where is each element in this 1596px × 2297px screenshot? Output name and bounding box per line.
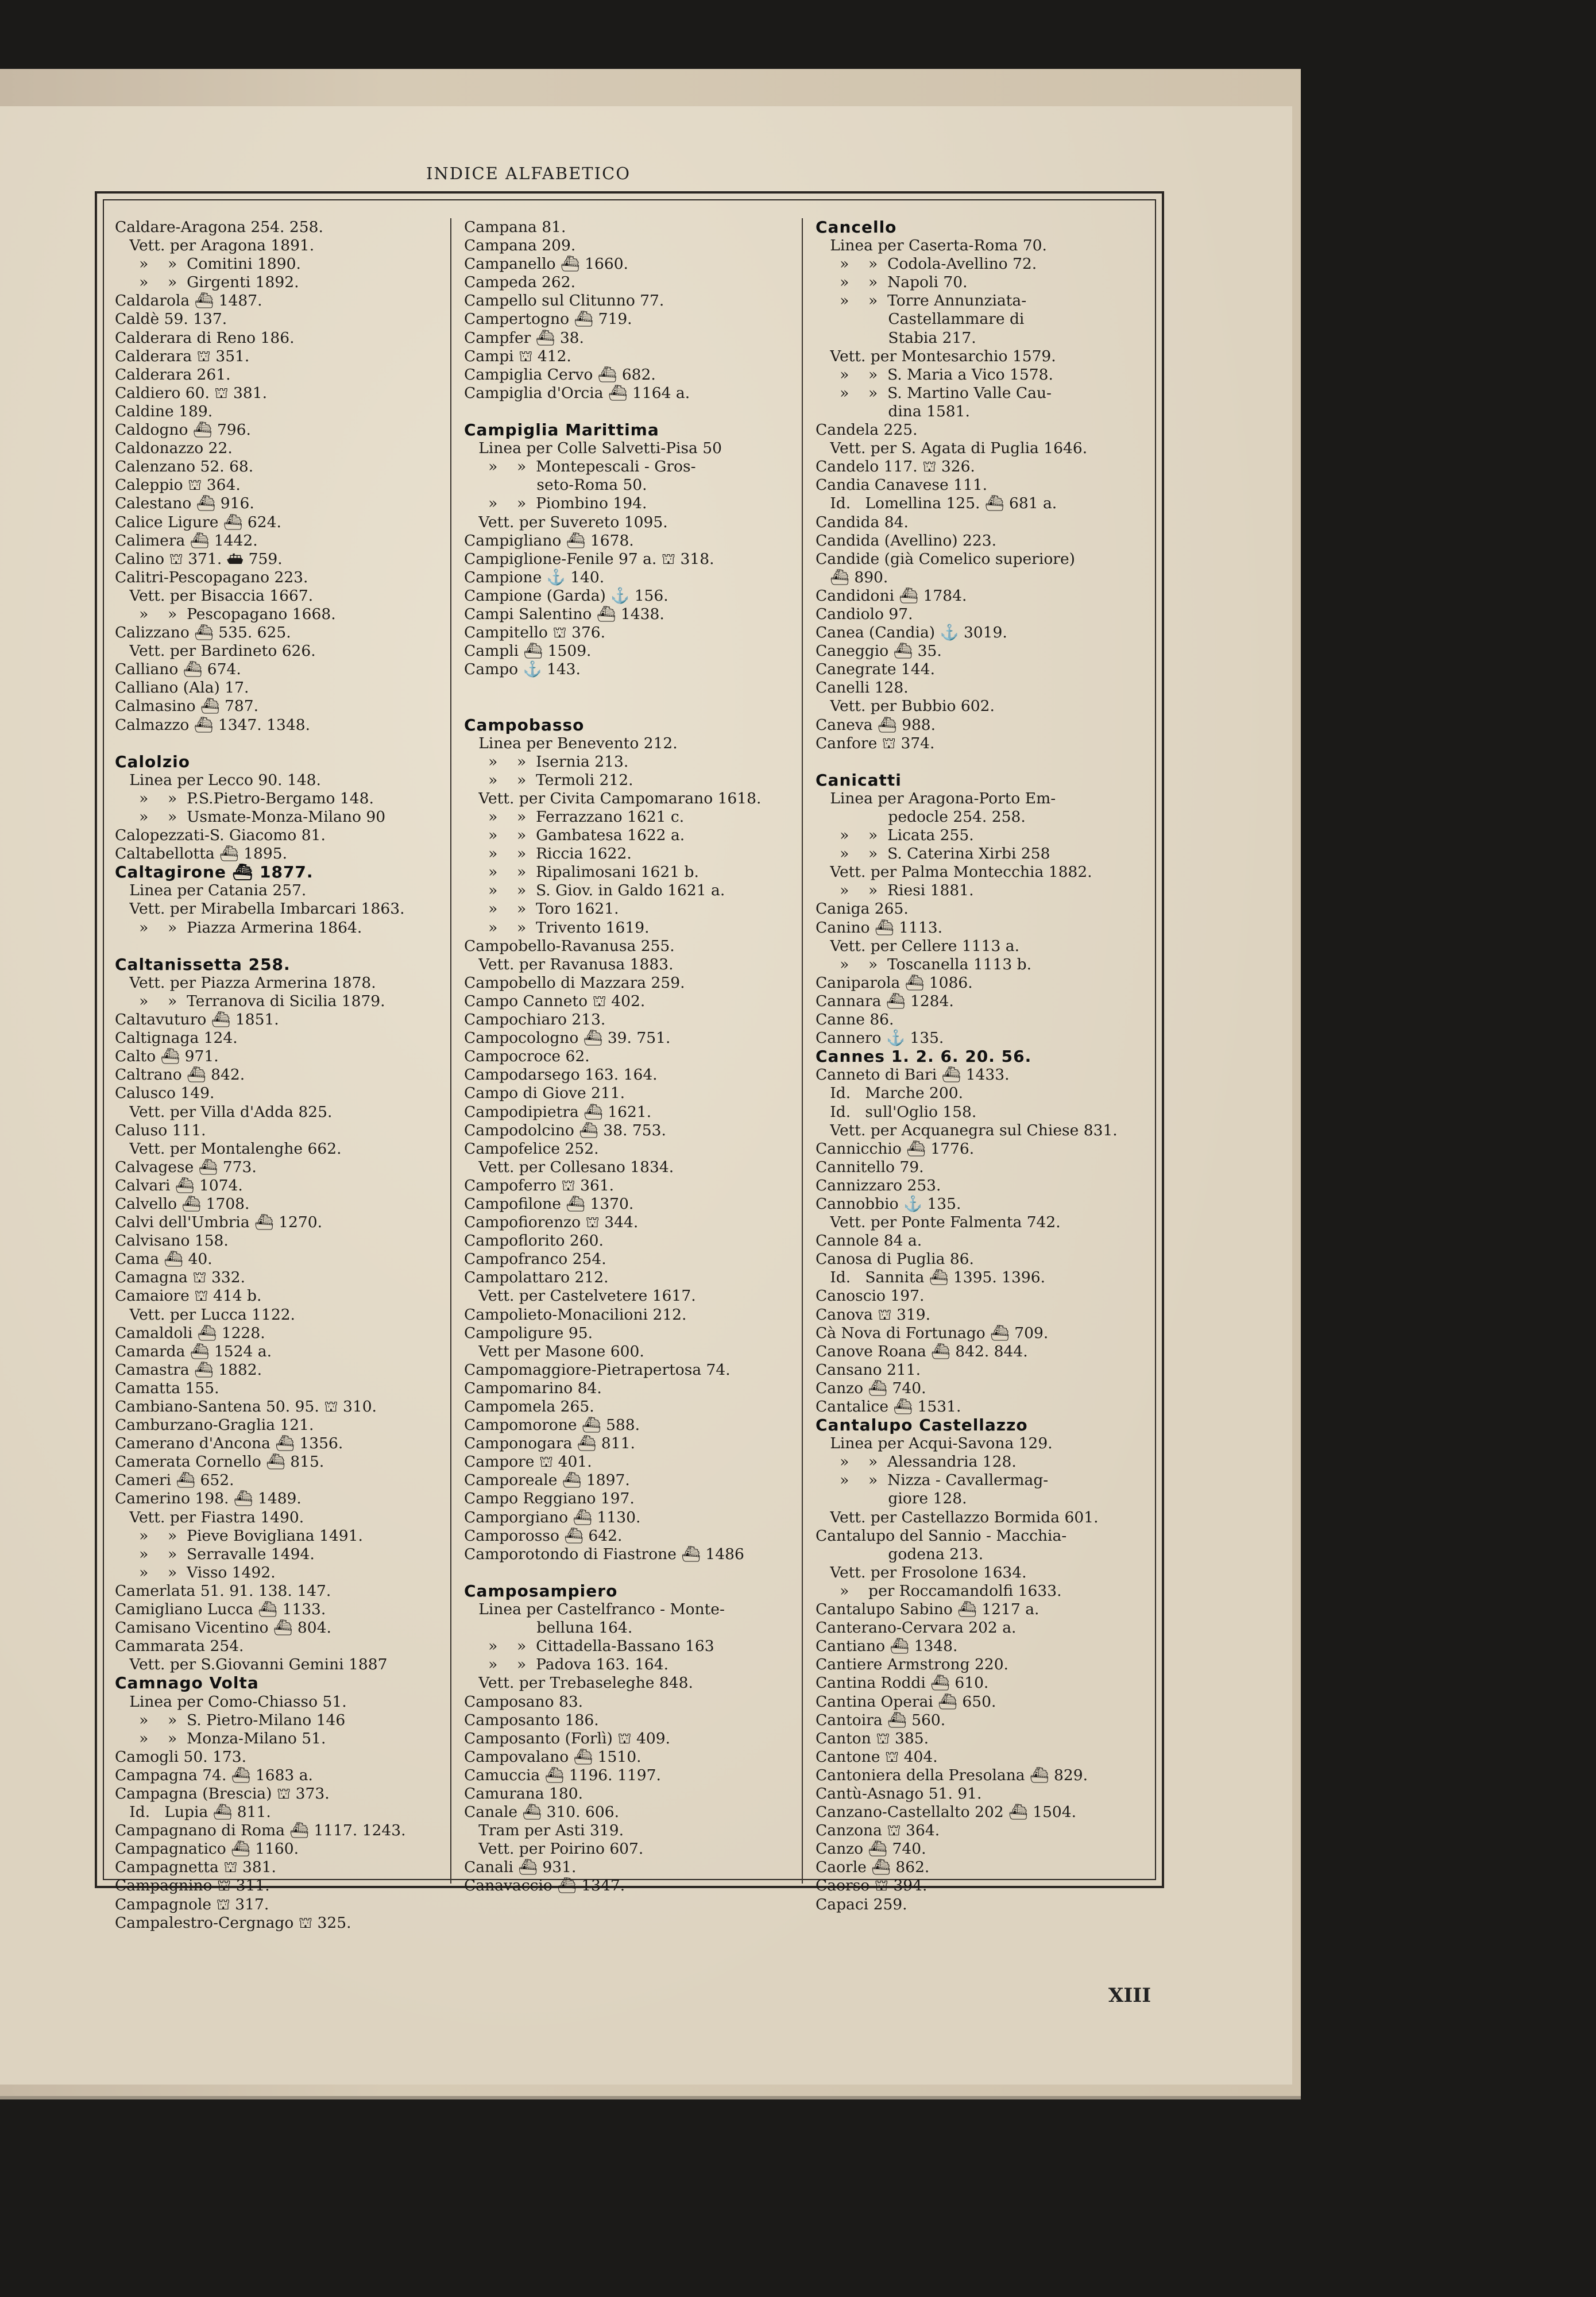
index-entry: Campo Reggiano 197. — [464, 1490, 635, 1508]
index-entry: giore 128. — [816, 1490, 967, 1508]
index-entry: Camposanto (Forlì) ⛫ 409. — [464, 1729, 671, 1747]
index-entry: » » Toscanella 1113 b. — [816, 955, 1032, 973]
index-entry: Cantiere Armstrong 220. — [816, 1656, 1008, 1674]
index-entry: Caldogno ⛴ 796. — [115, 421, 251, 439]
index-entry: Cantoira ⛴ 560. — [816, 1711, 946, 1729]
index-entry: Camaldoli ⛴ 1228. — [115, 1324, 265, 1342]
index-entry: Linea per Acqui-Savona 129. — [816, 1434, 1053, 1453]
index-entry: Linea per Benevento 212. — [464, 734, 678, 752]
index-entry: Campigliano ⛴ 1678. — [464, 531, 634, 550]
index-entry: Canavaccio ⛴ 1347. — [464, 1877, 625, 1895]
index-entry: Cannicchio ⛴ 1776. — [816, 1139, 975, 1158]
index-entry: » » Piazza Armerina 1864. — [115, 918, 362, 937]
index-entry: Cantalupo del Sannio - Macchia- — [816, 1526, 1067, 1545]
index-entry: Canfore ⛫ 374. — [816, 734, 935, 752]
index-entry: Cantù-Asnago 51. 91. — [816, 1784, 982, 1803]
index-entry: Vett. per Collesano 1834. — [464, 1158, 674, 1176]
index-entry: Campomaggiore-Pietrapertosa 74. — [464, 1360, 731, 1379]
index-entry: Calderara ⛫ 351. — [115, 347, 250, 365]
index-entry: Cantina Roddi ⛴ 610. — [816, 1674, 989, 1692]
index-entry: Campagnino ⛫ 311. — [115, 1877, 270, 1895]
index-entry: » » Alessandria 128. — [816, 1453, 1017, 1471]
index-entry: Camarda ⛴ 1524 a. — [115, 1342, 272, 1360]
index-entry: Canali ⛴ 931. — [464, 1858, 577, 1877]
index-entry: Caltabellotta ⛴ 1895. — [115, 845, 288, 863]
index-entry: seto-Roma 50. — [464, 476, 647, 494]
index-entry: Campocologno ⛴ 39. 751. — [464, 1029, 671, 1047]
index-heading: Camposampiero — [464, 1581, 618, 1600]
index-entry: Cammarata 254. — [115, 1637, 244, 1656]
index-entry: Vett per Masone 600. — [464, 1342, 644, 1360]
index-entry: Campolieto-Monacilioni 212. — [464, 1305, 687, 1324]
index-entry: Cansano 211. — [816, 1360, 921, 1379]
index-entry: Calenzano 52. 68. — [115, 458, 254, 476]
index-entry: Id. Lupia ⛴ 811. — [115, 1803, 271, 1822]
index-entry: Caltignaga 124. — [115, 1029, 238, 1047]
index-entry: » » S. Pietro-Milano 146 — [115, 1711, 346, 1729]
index-entry: Canosa di Puglia 86. — [816, 1250, 974, 1269]
index-entry: Camporotondo di Fiastrone ⛴ 1486 — [464, 1545, 744, 1563]
index-entry: Campo Canneto ⛫ 402. — [464, 992, 646, 1010]
index-entry: Castellammare di — [816, 310, 1025, 328]
index-entry: Campodolcino ⛴ 38. 753. — [464, 1121, 666, 1139]
index-entry — [115, 734, 459, 753]
index-entry: Campore ⛫ 401. — [464, 1453, 592, 1471]
index-entry: Campo ⚓ 143. — [464, 660, 581, 679]
index-entry: Campagnano di Roma ⛴ 1117. 1243. — [115, 1822, 406, 1840]
index-entry: Campagna (Brescia) ⛫ 373. — [115, 1784, 330, 1803]
index-entry: Capaci 259. — [816, 1895, 907, 1913]
index-entry: Camogli 50. 173. — [115, 1747, 247, 1766]
index-entry: Linea per Caserta-Roma 70. — [816, 237, 1047, 255]
index-entry: Camponogara ⛴ 811. — [464, 1434, 635, 1453]
index-entry: Canino ⛴ 1113. — [816, 918, 942, 937]
index-entry: Campiglia d'Orcia ⛴ 1164 a. — [464, 384, 690, 402]
index-entry: » » Pescopagano 1668. — [115, 605, 336, 623]
index-entry: Calto ⛴ 971. — [115, 1047, 219, 1066]
index-entry: Calvagese ⛴ 773. — [115, 1158, 257, 1176]
index-entry: Canzo ⛴ 740. — [816, 1379, 926, 1397]
index-entry: Campocroce 62. — [464, 1047, 590, 1066]
index-entry: » » P.S.Pietro-Bergamo 148. — [115, 789, 374, 807]
index-entry: Stabia 217. — [816, 328, 976, 347]
index-entry: » » Cittadella-Bassano 163 — [464, 1637, 714, 1656]
index-entry: Campomela 265. — [464, 1398, 594, 1416]
index-entry: Campione (Garda) ⚓ 156. — [464, 586, 668, 605]
index-entry: Camuccia ⛴ 1196. 1197. — [464, 1766, 661, 1784]
index-entry: Camerata Cornello ⛴ 815. — [115, 1453, 324, 1471]
index-entry: Campoflorito 260. — [464, 1232, 604, 1250]
index-entry: Calino ⛫ 371. ⛴ 759. — [115, 550, 283, 568]
index-entry: Calizzano ⛴ 535. 625. — [115, 624, 291, 642]
index-entry: Calliano ⛴ 674. — [115, 660, 241, 679]
index-heading: Canicatti — [816, 770, 902, 790]
index-entry: Vett. per Villa d'Adda 825. — [115, 1103, 333, 1121]
index-entry: Cà Nova di Fortunago ⛴ 709. — [816, 1324, 1049, 1342]
index-entry: Cantone ⛫ 404. — [816, 1747, 938, 1766]
index-entry: Vett. per S. Agata di Puglia 1646. — [816, 439, 1088, 458]
index-entry: Caorso ⛫ 394. — [816, 1877, 928, 1895]
index-entry: Caneva ⛴ 988. — [816, 716, 936, 734]
index-heading: Calolzio — [115, 752, 191, 771]
index-entry: Campodarsego 163. 164. — [464, 1066, 658, 1084]
index-entry: Campello sul Clitunno 77. — [464, 292, 664, 310]
index-entry: Caniga 265. — [816, 900, 909, 918]
index-entry: » » Toro 1621. — [464, 900, 619, 918]
index-entry: Linea per Lecco 90. 148. — [115, 771, 321, 789]
index-entry: Canzona ⛫ 364. — [816, 1822, 940, 1840]
index-entry: Campoferro ⛫ 361. — [464, 1176, 615, 1194]
index-entry — [464, 697, 809, 716]
index-entry: Camastra ⛴ 1882. — [115, 1360, 262, 1379]
index-entry: Vett. per Mirabella Imbarcari 1863. — [115, 900, 405, 918]
index-entry: dina 1581. — [816, 402, 970, 420]
index-entry: Cannitello 79. — [816, 1158, 924, 1176]
index-entry: Campalestro-Cergnago ⛫ 325. — [115, 1913, 351, 1932]
index-entry: Calvello ⛴ 1708. — [115, 1194, 250, 1213]
index-entry: Candide (già Comelico superiore) — [816, 550, 1075, 568]
index-entry: Calice Ligure ⛴ 624. — [115, 513, 281, 531]
index-heading: Camnago Volta — [115, 1673, 259, 1693]
index-entry: » » Isernia 213. — [464, 752, 629, 771]
index-entry: Cantalupo Sabino ⛴ 1217 a. — [816, 1600, 1039, 1619]
index-entry: Campagnetta ⛫ 381. — [115, 1858, 276, 1877]
index-entry: » » Monza-Milano 51. — [115, 1729, 326, 1747]
index-entry: godena 213. — [816, 1545, 984, 1563]
index-entry: Campomarino 84. — [464, 1379, 602, 1397]
index-entry: Camurana 180. — [464, 1784, 583, 1803]
index-column-3 — [816, 218, 1160, 1914]
index-entry: Canova ⛫ 319. — [816, 1305, 931, 1324]
index-entry: Campolattaro 212. — [464, 1269, 609, 1287]
index-entry: Caldine 189. — [115, 402, 213, 420]
index-entry: » » Napoli 70. — [816, 273, 968, 292]
index-entry: Vett. per Fiastra 1490. — [115, 1508, 304, 1526]
index-entry — [816, 753, 1160, 771]
index-entry: Camporosso ⛴ 642. — [464, 1526, 623, 1545]
index-entry: belluna 164. — [464, 1619, 633, 1637]
index-entry: Campeda 262. — [464, 273, 576, 292]
index-entry: Campiglia Cervo ⛴ 682. — [464, 365, 656, 384]
index-entry: Camaiore ⛫ 414 b. — [115, 1287, 262, 1305]
index-entry: Vett. per S.Giovanni Gemini 1887 — [115, 1656, 388, 1674]
index-entry: Camisano Vicentino ⛴ 804. — [115, 1619, 331, 1637]
index-entry: Camerino 198. ⛴ 1489. — [115, 1490, 302, 1508]
index-entry: Caniparola ⛴ 1086. — [816, 973, 973, 992]
index-entry: Campodipietra ⛴ 1621. — [464, 1103, 652, 1121]
index-entry: Canneto di Bari ⛴ 1433. — [816, 1066, 1010, 1084]
index-entry: Vett. per Civita Campomarano 1618. — [464, 789, 762, 807]
index-entry: Campana 81. — [464, 218, 566, 236]
index-entry: Caldiero 60. ⛫ 381. — [115, 384, 268, 402]
index-entry: Cantalice ⛴ 1531. — [816, 1398, 961, 1416]
index-heading: Caltanissetta 258. — [115, 954, 291, 974]
index-entry: Vett. per Montesarchio 1579. — [816, 347, 1056, 365]
index-entry: Cannizzaro 253. — [816, 1176, 941, 1194]
index-entry: Camerlata 51. 91. 138. 147. — [115, 1581, 331, 1600]
index-entry — [115, 937, 459, 956]
index-entry: Camerano d'Ancona ⛴ 1356. — [115, 1434, 343, 1453]
index-entry: Camporgiano ⛴ 1130. — [464, 1508, 641, 1526]
index-entry: Vett. per Palma Montecchia 1882. — [816, 863, 1092, 881]
index-entry: Campli ⛴ 1509. — [464, 642, 592, 660]
index-entry: Vett. per Montalenghe 662. — [115, 1139, 342, 1158]
index-entry: Calestano ⛴ 916. — [115, 494, 254, 513]
index-entry: Caltavuturo ⛴ 1851. — [115, 1011, 279, 1029]
index-entry: Camporeale ⛴ 1897. — [464, 1471, 630, 1490]
index-entry: Cambiano-Santena 50. 95. ⛫ 310. — [115, 1398, 377, 1416]
index-entry: » » Nizza - Cavallermag- — [816, 1471, 1049, 1490]
index-entry: Campitello ⛫ 376. — [464, 624, 606, 642]
index-entry: Caldonazzo 22. — [115, 439, 233, 458]
index-entry: » » Serravalle 1494. — [115, 1545, 315, 1563]
index-entry: Campagnole ⛫ 317. — [115, 1895, 269, 1913]
index-entry: Campoligure 95. — [464, 1324, 593, 1342]
index-entry: Caleppio ⛫ 364. — [115, 476, 241, 494]
index-entry: Vett. per Bisaccia 1667. — [115, 586, 314, 605]
index-entry: Cama ⛴ 40. — [115, 1250, 212, 1269]
index-entry: Vett. per Suvereto 1095. — [464, 513, 668, 531]
index-entry: Canzano-Castellalto 202 ⛴ 1504. — [816, 1803, 1077, 1822]
index-entry: Camatta 155. — [115, 1379, 219, 1397]
index-entry: Canne 86. — [816, 1011, 894, 1029]
index-entry: Calderara di Reno 186. — [115, 328, 295, 347]
index-entry: Canton ⛫ 385. — [816, 1729, 929, 1747]
book-page — [0, 106, 1292, 2085]
index-entry: » » Ferrazzano 1621 c. — [464, 808, 685, 826]
index-entry: Canale ⛴ 310. 606. — [464, 1803, 620, 1822]
index-entry: Vett. per Aragona 1891. — [115, 237, 315, 255]
index-entry: Calimera ⛴ 1442. — [115, 531, 258, 550]
index-entry: Campi Salentino ⛴ 1438. — [464, 605, 664, 623]
index-entry: Candida (Avellino) 223. — [816, 531, 997, 550]
index-entry: » » Comitini 1890. — [115, 255, 301, 273]
index-entry: Caorle ⛴ 862. — [816, 1858, 930, 1877]
index-entry: Calvisano 158. — [115, 1232, 229, 1250]
index-column-2 — [464, 218, 809, 1896]
index-entry: Linea per Como-Chiasso 51. — [115, 1692, 347, 1711]
index-entry: » » Girgenti 1892. — [115, 273, 299, 292]
index-entry: » » Usmate-Monza-Milano 90 — [115, 808, 386, 826]
index-entry: Campi ⛫ 412. — [464, 347, 571, 365]
index-entry — [464, 403, 809, 421]
index-entry: Linea per Colle Salvetti-Pisa 50 — [464, 439, 722, 458]
index-entry: Cannero ⚓ 135. — [816, 1029, 944, 1047]
index-entry: Id. Marche 200. — [816, 1084, 964, 1103]
index-entry: Canelli 128. — [816, 679, 909, 697]
index-entry: Calvari ⛴ 1074. — [115, 1176, 243, 1194]
index-entry: Vett. per Trebaseleghe 848. — [464, 1674, 693, 1692]
index-entry: Vett. per Bubbio 602. — [816, 697, 995, 716]
index-entry: » » S. Maria a Vico 1578. — [816, 365, 1053, 384]
index-entry: ⛴ 890. — [816, 568, 888, 586]
index-entry: » » Riesi 1881. — [816, 881, 974, 900]
index-entry: Calliano (Ala) 17. — [115, 679, 249, 697]
index-entry: Calderara 261. — [115, 365, 231, 384]
index-entry: Vett. per Poirino 607. — [464, 1840, 644, 1858]
index-heading: Caltagirone ⛴ 1877. — [115, 863, 314, 882]
index-entry: Campobello-Ravanusa 255. — [464, 937, 675, 955]
index-entry: Campo di Giove 211. — [464, 1084, 625, 1103]
index-entry: Vett. per Lucca 1122. — [115, 1305, 295, 1324]
index-entry: Candidoni ⛴ 1784. — [816, 586, 967, 605]
index-entry: Camagna ⛫ 332. — [115, 1269, 246, 1287]
index-entry: Campofilone ⛴ 1370. — [464, 1194, 634, 1213]
index-entry: Linea per Aragona-Porto Em- — [816, 789, 1056, 807]
index-entry: Caldare-Aragona 254. 258. — [115, 218, 323, 236]
index-entry: Candela 225. — [816, 421, 918, 439]
running-head: INDICE ALFABETICO — [426, 164, 631, 183]
index-heading: Cantalupo Castellazzo — [816, 1416, 1028, 1435]
index-heading: Campiglia Marittima — [464, 420, 659, 440]
index-entry — [464, 679, 809, 697]
index-entry: Linea per Catania 257. — [115, 881, 307, 900]
index-entry: Cameri ⛴ 652. — [115, 1471, 234, 1490]
index-entry: Cannobbio ⚓ 135. — [816, 1194, 961, 1213]
index-entry: Candelo 117. ⛫ 326. — [816, 458, 975, 476]
index-entry: » » Riccia 1622. — [464, 845, 632, 863]
index-entry: Campagnatico ⛴ 1160. — [115, 1840, 299, 1858]
index-entry: Campione ⚓ 140. — [464, 568, 605, 586]
index-entry: » » Ripalimosani 1621 b. — [464, 863, 699, 881]
index-entry: Caneggio ⛴ 35. — [816, 642, 942, 660]
index-entry: » » Gambatesa 1622 a. — [464, 826, 685, 845]
index-entry: Vett. per Ponte Falmenta 742. — [816, 1213, 1061, 1232]
index-entry: Calitri-Pescopagano 223. — [115, 568, 308, 586]
index-entry: Cannara ⛴ 1284. — [816, 992, 954, 1010]
index-entry: Cantoniera della Presolana ⛴ 829. — [816, 1766, 1088, 1784]
index-entry: » » Terranova di Sicilia 1879. — [115, 992, 385, 1010]
index-entry: Campofiorenzo ⛫ 344. — [464, 1213, 639, 1232]
index-entry: Caltrano ⛴ 842. — [115, 1066, 245, 1084]
index-entry: Campana 209. — [464, 237, 576, 255]
index-entry: Calopezzati-S. Giacomo 81. — [115, 826, 326, 845]
index-entry: Camposano 83. — [464, 1692, 583, 1711]
index-entry: Calmasino ⛴ 787. — [115, 697, 259, 716]
index-entry: Id. sull'Oglio 158. — [816, 1103, 977, 1121]
index-entry: » » Padova 163. 164. — [464, 1656, 669, 1674]
index-entry: Campanello ⛴ 1660. — [464, 255, 628, 273]
index-heading: Cannes 1. 2. 6. 20. 56. — [816, 1047, 1032, 1066]
index-entry: Caluso 111. — [115, 1121, 206, 1139]
index-entry: Campagna 74. ⛴ 1683 a. — [115, 1766, 313, 1784]
index-entry: » » Visso 1492. — [115, 1563, 276, 1581]
page-number: XIII — [1108, 1984, 1151, 2007]
index-entry: Calusco 149. — [115, 1084, 215, 1103]
index-entry: Camigliano Lucca ⛴ 1133. — [115, 1600, 326, 1619]
index-entry: Vett. per Bardineto 626. — [115, 642, 316, 660]
index-column-1 — [115, 218, 459, 1932]
index-entry: Campiglione-Fenile 97 a. ⛫ 318. — [464, 550, 714, 568]
index-entry: Canterano-Cervara 202 a. — [816, 1619, 1017, 1637]
index-entry: » » Pieve Bovigliana 1491. — [115, 1526, 363, 1545]
index-entry: Canove Roana ⛴ 842. 844. — [816, 1342, 1028, 1360]
index-entry: Vett. per Castellazzo Bormida 601. — [816, 1508, 1099, 1526]
index-entry: » » S. Giov. in Galdo 1621 a. — [464, 881, 725, 900]
index-entry: Caldarola ⛴ 1487. — [115, 292, 262, 310]
index-entry: Cantiano ⛴ 1348. — [816, 1637, 958, 1656]
index-entry: Calvi dell'Umbria ⛴ 1270. — [115, 1213, 323, 1232]
index-entry: » » Montepescali - Gros- — [464, 458, 696, 476]
index-entry: Vett. per Cellere 1113 a. — [816, 937, 1019, 955]
index-entry: Tram per Asti 319. — [464, 1822, 624, 1840]
index-entry: » » S. Caterina Xirbi 258 — [816, 845, 1050, 863]
index-entry: Vett. per Ravanusa 1883. — [464, 955, 674, 973]
index-entry: Canea (Candia) ⚓ 3019. — [816, 624, 1007, 642]
index-entry: Camposanto 186. — [464, 1711, 599, 1729]
index-entry: Canoscio 197. — [816, 1287, 925, 1305]
index-entry: pedocle 254. 258. — [816, 808, 1026, 826]
index-entry: Candiolo 97. — [816, 605, 913, 623]
index-entry: Vett. per Acquanegra sul Chiese 831. — [816, 1121, 1118, 1139]
index-entry: Campovalano ⛴ 1510. — [464, 1747, 642, 1766]
index-entry: Cantina Operai ⛴ 650. — [816, 1692, 996, 1711]
index-entry: » » Codola-Avellino 72. — [816, 255, 1037, 273]
index-entry: » » Torre Annunziata- — [816, 292, 1027, 310]
index-entry: Cannole 84 a. — [816, 1232, 922, 1250]
index-entry: Campertogno ⛴ 719. — [464, 310, 632, 328]
index-entry: Canzo ⛴ 740. — [816, 1840, 926, 1858]
index-heading: Cancello — [816, 218, 897, 237]
index-entry: » » Trivento 1619. — [464, 918, 650, 937]
index-entry: Caldè 59. 137. — [115, 310, 227, 328]
index-entry: Linea per Castelfranco - Monte- — [464, 1600, 725, 1619]
index-entry: » » Piombino 194. — [464, 494, 647, 513]
index-entry: Canegrate 144. — [816, 660, 936, 679]
index-entry: Camburzano-Graglia 121. — [115, 1416, 314, 1434]
index-entry: » » Licata 255. — [816, 826, 974, 845]
index-entry: Campobello di Mazzara 259. — [464, 973, 685, 992]
index-entry: Calmazzo ⛴ 1347. 1348. — [115, 716, 310, 734]
index-entry — [464, 1564, 809, 1582]
index-entry: » per Roccamandolfi 1633. — [816, 1581, 1062, 1600]
index-entry: Vett. per Piazza Armerina 1878. — [115, 973, 376, 992]
index-entry: Campomorone ⛴ 588. — [464, 1416, 640, 1434]
index-entry: Candida 84. — [816, 513, 909, 531]
index-entry: Candia Canavese 111. — [816, 476, 988, 494]
index-entry: » » Termoli 212. — [464, 771, 633, 789]
index-entry: Vett. per Frosolone 1634. — [816, 1563, 1027, 1581]
index-entry: Campofelice 252. — [464, 1139, 599, 1158]
index-heading: Campobasso — [464, 715, 585, 734]
index-entry: Id. Lomellina 125. ⛴ 681 a. — [816, 494, 1057, 513]
index-entry: Campochiaro 213. — [464, 1011, 606, 1029]
index-entry: Campofranco 254. — [464, 1250, 606, 1269]
index-entry: Campfer ⛴ 38. — [464, 328, 584, 347]
index-entry: Vett. per Castelvetere 1617. — [464, 1287, 696, 1305]
index-entry: Id. Sannita ⛴ 1395. 1396. — [816, 1269, 1046, 1287]
index-entry: » » S. Martino Valle Cau- — [816, 384, 1052, 402]
